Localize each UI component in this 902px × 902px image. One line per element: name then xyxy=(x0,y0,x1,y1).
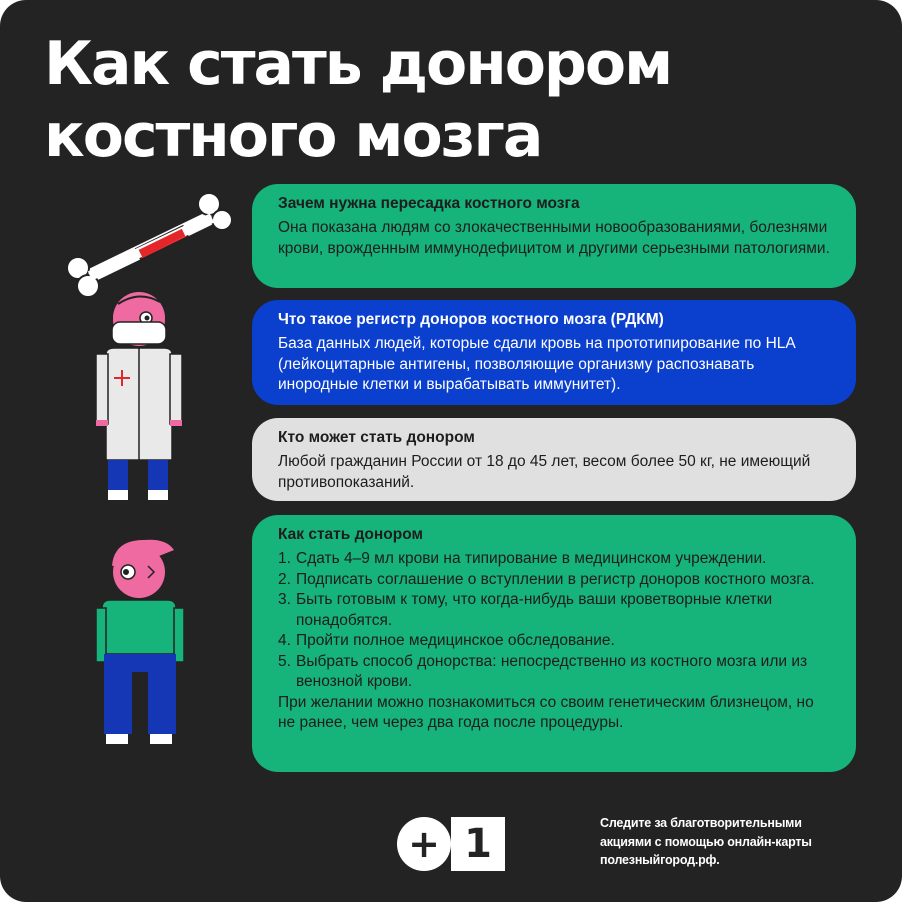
donor-illustration xyxy=(94,536,186,748)
steps-list xyxy=(278,549,830,693)
card-text: База данных людей, которые сдали кровь на прототипирование по HLA (лейкоцитарные антигены, позволяющие организму распознавать инородные клетки и вырабатывать иммунитет). xyxy=(278,335,795,393)
list-item: 2. Подписать соглашение о вступлении в регистр доноров костного мозга. xyxy=(278,570,815,588)
card-title: Кто может стать донором xyxy=(278,429,475,446)
card-text: Она показана людям со злокачественными новообразованиями, болезнями крови, врожденным иммунодефицитом и другими серьезными патологиями. xyxy=(278,219,830,257)
card-text: Любой гражданин России от 18 до 45 лет, весом более 50 кг, не имеющий противопоказаний. xyxy=(278,453,811,491)
footer-note: Следите за благотворительными акциями с помощью онлайн-карты полезныйгород.рф. xyxy=(600,816,812,867)
bone-icon xyxy=(64,190,234,300)
list-item: 4. Пройти полное медицинское обследование. xyxy=(278,632,615,649)
logo-plus: + xyxy=(397,817,451,871)
card-note: При желании можно познакомиться со своим генетическим близнецом, но не ранее, чем через два года после процедуры. xyxy=(278,693,814,731)
card-title: Зачем нужна пересадка костного мозга xyxy=(278,195,580,212)
list-item: 3. Быть готовым к тому, что когда-нибудь ваши кроветворные клетки понадобятся. xyxy=(278,591,773,629)
card-title: Как стать донором xyxy=(278,526,423,543)
list-item: 5. Выбрать способ донорства: непосредственно из костного мозга или из венозной крови. xyxy=(278,652,808,690)
card-how-to-donate xyxy=(252,515,856,772)
card-registry xyxy=(252,300,856,405)
list-item: 1. Сдать 4–9 мл крови на типирование в медицинском учреждении. xyxy=(278,550,767,567)
doctor-illustration xyxy=(94,290,184,504)
plus-one-logo xyxy=(397,817,505,871)
card-title: Что такое регистр доноров костного мозга (РДКМ) xyxy=(278,311,664,328)
card-why-transplant xyxy=(252,184,856,288)
card-who-can-donate xyxy=(252,418,856,501)
page-title: Как стать донором костного мозга xyxy=(44,29,672,171)
logo-one: 1 xyxy=(451,817,505,871)
